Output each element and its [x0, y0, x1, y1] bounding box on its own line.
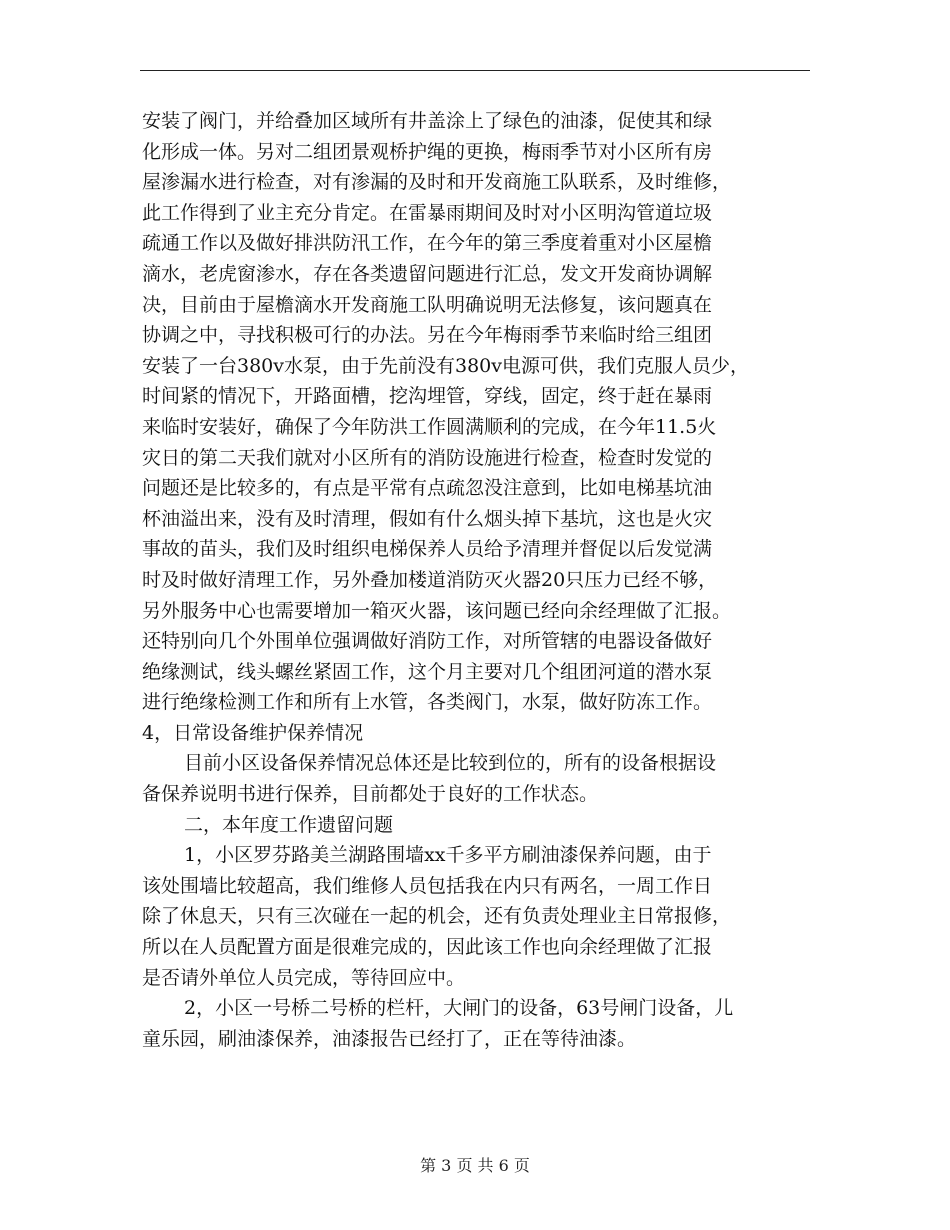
text-line: 灾日的第二天我们就对小区所有的消防设施进行检查，检查时发觉的: [142, 446, 713, 469]
text-line: 疏通工作以及做好排洪防汛工作，在今年的第三季度着重对小区屋檐: [142, 232, 713, 255]
text-line: 化形成一体。另对二组团景观桥护绳的更换，梅雨季节对小区所有房: [142, 140, 713, 163]
text-line: 2，小区一号桥二号桥的栏杆，大闸门的设备，63号闸门设备，儿: [184, 997, 734, 1020]
text-line: 时间紧的情况下，开路面槽，挖沟埋管，穿线，固定，终于赶在暴雨: [142, 385, 713, 408]
text-line: 此工作得到了业主充分肯定。在雷暴雨期间及时对小区明沟管道垃圾: [142, 201, 713, 224]
text-line: 进行绝缘检测工作和所有上水管，各类阀门，水泵，做好防冻工作。: [142, 691, 713, 714]
text-line: 该处围墙比较超高，我们维修人员包括我在内只有两名，一周工作日: [142, 874, 713, 897]
text-line: 除了休息天，只有三次碰在一起的机会，还有负责处理业主日常报修，: [142, 905, 732, 928]
text-line: 还特别向几个外围单位强调做好消防工作，对所管辖的电器设备做好: [142, 630, 713, 653]
text-line: 滴水，老虎窗渗水，存在各类遗留问题进行汇总，发文开发商协调解: [142, 262, 713, 285]
document-body: [142, 106, 842, 1054]
text-line: 时及时做好清理工作，另外叠加楼道消防灭火器20只压力已经不够，: [142, 568, 718, 591]
text-line: 杯油溢出来，没有及时清理，假如有什么烟头掉下基坑，这也是火灾: [142, 507, 713, 530]
text-line: 安装了一台380v水泵，由于先前没有380v电源可供，我们克服人员少，: [142, 354, 749, 377]
text-line: 安装了阀门，并给叠加区域所有井盖涂上了绿色的油漆，促使其和绿: [142, 110, 713, 132]
section-heading: 4，日常设备维护保养情况: [142, 721, 364, 744]
text-line: 屋渗漏水进行检查，对有渗漏的及时和开发商施工队联系，及时维修，: [142, 171, 732, 194]
text-line: 1，小区罗芬路美兰湖路围墙xx千多平方刷油漆保养问题，由于: [184, 844, 712, 867]
text-line: 问题还是比较多的，有点是平常有点疏忽没注意到，比如电梯基坑油: [142, 477, 713, 500]
text-line: 是否请外单位人员完成，等待回应中。: [142, 966, 466, 989]
text-line: 绝缘测试，线头螺丝紧固工作，这个月主要对几个组团河道的潜水泵: [142, 660, 713, 683]
text-line: 来临时安装好，确保了今年防洪工作圆满顺利的完成，在今年11.5火: [142, 415, 717, 438]
section-heading: 二，本年度工作遗留问题: [184, 813, 394, 836]
page-number: 第 3 页 共 6 页: [420, 1156, 530, 1175]
text-line: 决，目前由于屋檐滴水开发商施工队明确说明无法修复，该问题真在: [142, 293, 713, 316]
text-line: 协调之中，寻找积极可行的办法。另在今年梅雨季节来临时给三组团: [142, 324, 713, 347]
header-rule: [140, 70, 810, 71]
text-line: 目前小区设备保养情况总体还是比较到位的，所有的设备根据设: [184, 752, 717, 775]
text-line: 另外服务中心也需要增加一箱灭火器，该问题已经向余经理做了汇报。: [142, 599, 732, 622]
text-line: 童乐园，刷油漆保养，油漆报告已经打了，正在等待油漆。: [142, 1027, 637, 1050]
text-line: 备保养说明书进行保养，目前都处于良好的工作状态。: [142, 783, 599, 806]
text-line: 事故的苗头，我们及时组织电梯保养人员给予清理并督促以后发觉满: [142, 538, 713, 561]
text-line: 所以在人员配置方面是很难完成的，因此该工作也向余经理做了汇报: [142, 936, 713, 959]
